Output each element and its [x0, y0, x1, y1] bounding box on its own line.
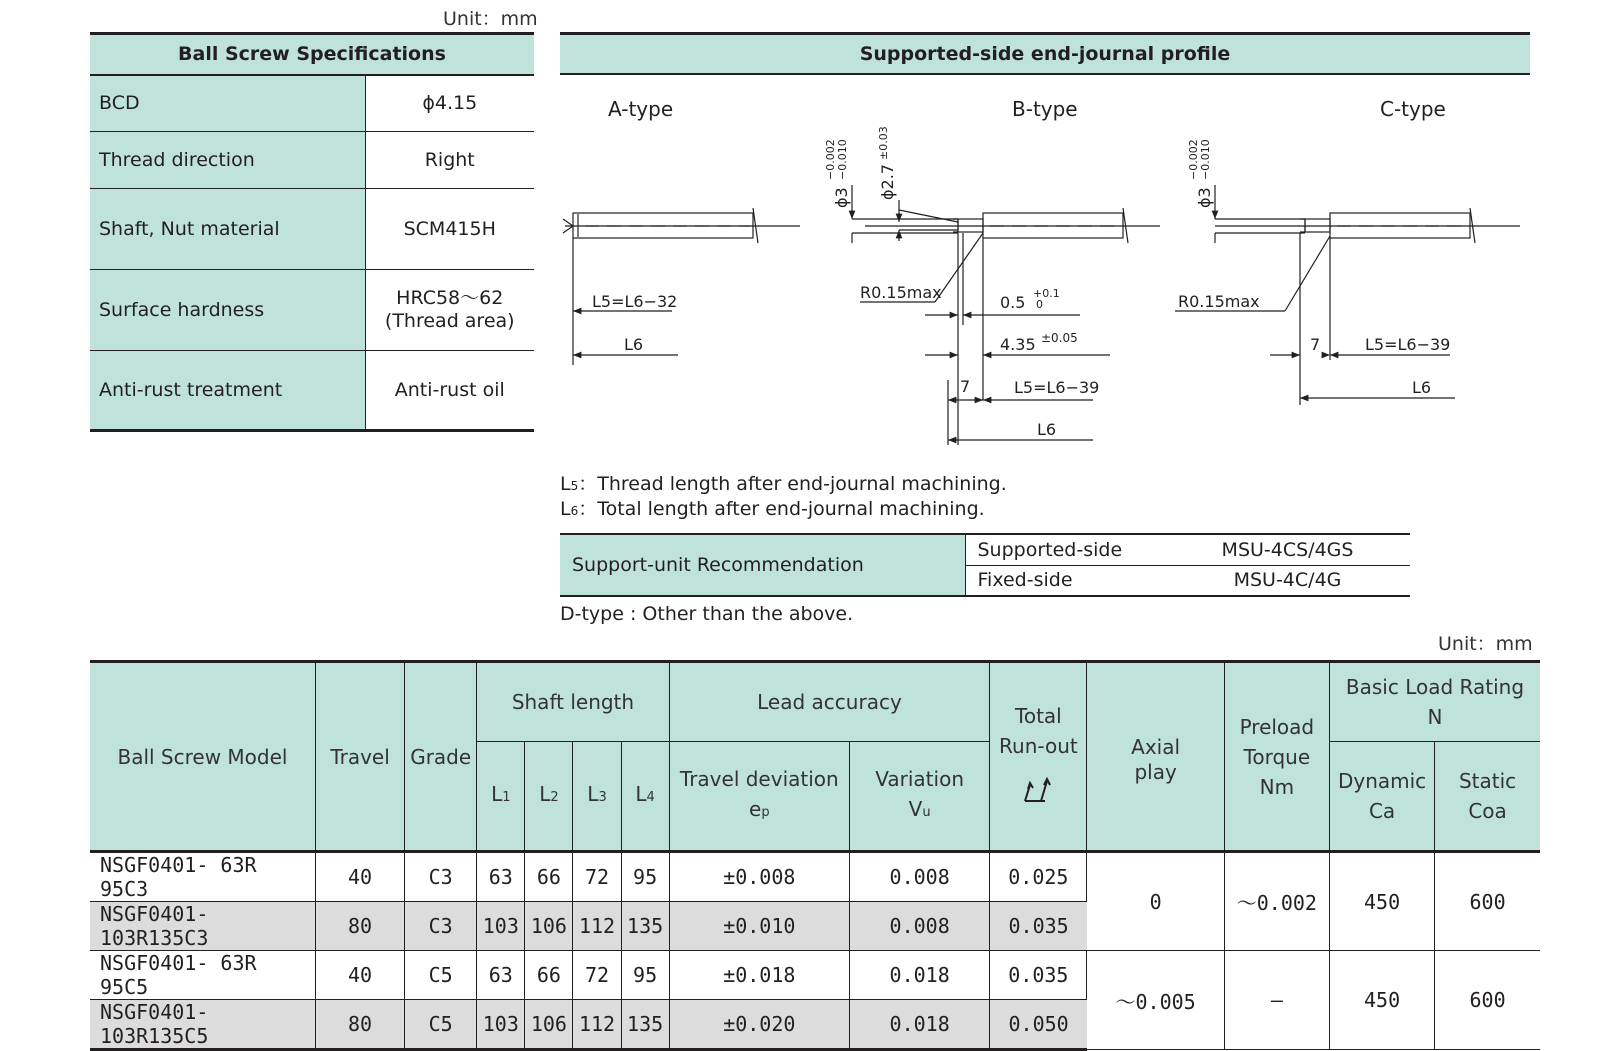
cell-grade: C3	[405, 902, 477, 951]
header-static-line1: Static	[1458, 769, 1517, 793]
note-l5	[560, 469, 1007, 496]
spec-value-material: SCM415H	[365, 189, 534, 270]
profile-section-title: Supported-side end-journal profile	[560, 32, 1530, 75]
c-dia1: ϕ3	[1195, 187, 1214, 208]
note-l6-text: ：Total length after end-journal machining.	[578, 498, 985, 520]
table-row	[90, 951, 1540, 1000]
cell-dynamic: 450	[1329, 951, 1434, 1050]
header-l3	[573, 742, 621, 852]
spec-key-hardness: Surface hardness	[90, 270, 365, 351]
b-dim-435-tol: ±0.05	[1041, 331, 1078, 345]
unit-label-mid: Unit：mm	[1438, 633, 1533, 655]
support-unit-supported: MSU-4CS/4GS	[1165, 534, 1410, 565]
header-preload-torque	[1224, 662, 1329, 852]
cell-grade: C3	[405, 852, 477, 902]
b-type-drawing	[852, 185, 1160, 445]
b-dia1: ϕ3	[832, 187, 851, 208]
b-dim-7: 7	[960, 377, 971, 396]
cell-l2: 106	[525, 1000, 573, 1050]
cell-static: 600	[1435, 852, 1540, 951]
spec-key-anti-rust: Anti-rust treatment	[90, 351, 365, 431]
header-l4-sub: 4	[646, 790, 655, 805]
cell-travel: 80	[315, 902, 404, 951]
cell-grade: C5	[405, 1000, 477, 1050]
cell-model: NSGF0401- 63R 95C5	[90, 951, 315, 1000]
cell-l1: 103	[477, 1000, 525, 1050]
c-dia1-tol-lower: −0.010	[1199, 139, 1212, 180]
cell-l2: 66	[525, 951, 573, 1000]
spec-key-material: Shaft, Nut material	[90, 189, 365, 270]
spec-table-title: Ball Screw Specifications	[90, 34, 534, 75]
cell-runout: 0.035	[990, 902, 1087, 951]
cell-ep: ±0.020	[669, 1000, 849, 1050]
support-unit-label: Support-unit Recommendation	[560, 534, 965, 596]
header-ep-sub: p	[761, 805, 770, 820]
cell-ep: ±0.018	[669, 951, 849, 1000]
support-unit-table	[560, 533, 1410, 597]
cell-grade: C5	[405, 951, 477, 1000]
cell-model: NSGF0401-103R135C5	[90, 1000, 315, 1050]
header-travel-deviation	[669, 742, 849, 852]
a-dim-l6: L6	[624, 335, 644, 354]
cell-l3: 72	[573, 951, 621, 1000]
header-l4	[621, 742, 669, 852]
unit-label-top: Unit：mm	[443, 8, 538, 30]
header-axial-play	[1087, 662, 1224, 852]
note-l6	[560, 494, 985, 521]
cell-runout: 0.035	[990, 951, 1087, 1000]
header-axial-line1: Axial	[1131, 734, 1181, 759]
cell-travel: 40	[315, 951, 404, 1000]
cell-ep: ±0.008	[669, 852, 849, 902]
b-dia1-tol-upper: −0.002	[824, 139, 837, 180]
cell-preload: —	[1224, 951, 1329, 1050]
header-lead-accuracy: Lead accuracy	[669, 662, 990, 742]
cell-l1: 63	[477, 951, 525, 1000]
spec-value-hardness-line1: HRC58～62	[396, 287, 504, 309]
runout-icon	[990, 775, 1086, 813]
header-l1-sym: L	[491, 782, 503, 806]
b-radius: R0.15max	[860, 283, 942, 302]
cell-travel: 40	[315, 852, 404, 902]
cell-l1: 63	[477, 852, 525, 902]
header-ep-sym: e	[749, 797, 762, 821]
cell-vu: 0.018	[850, 1000, 990, 1050]
b-dim-l5: L5=L6−39	[1014, 378, 1100, 397]
cell-axial-play: 0	[1087, 852, 1224, 951]
header-grade: Grade	[405, 662, 477, 852]
cell-runout: 0.025	[990, 852, 1087, 902]
note-l6-subscript: 6	[570, 504, 579, 518]
header-l3-sym: L	[587, 782, 599, 806]
header-axial-line2: play	[1134, 759, 1177, 784]
b-dim-435: 4.35	[1000, 335, 1036, 354]
cell-model: NSGF0401-103R135C3	[90, 902, 315, 951]
header-preload-line1: Preload	[1239, 714, 1315, 739]
header-preload-line3: Nm	[1259, 774, 1295, 799]
a-dim-l5: L5=L6−32	[592, 292, 678, 311]
cell-vu: 0.008	[850, 852, 990, 902]
note-l5-subscript: 5	[570, 479, 579, 493]
b-dim-05-tol-lower: 0	[1036, 298, 1043, 311]
spec-value-thread-direction: Right	[365, 132, 534, 189]
header-runout-line2: Run-out	[999, 733, 1078, 758]
header-static-line2: Coa	[1468, 799, 1507, 823]
support-unit-fixed: MSU-4C/4G	[1233, 569, 1342, 592]
b-type-label: B-type	[1012, 97, 1078, 121]
header-model: Ball Screw Model	[90, 662, 315, 852]
cell-vu: 0.008	[850, 902, 990, 951]
cell-vu: 0.018	[850, 951, 990, 1000]
header-travel-dev-line1: Travel deviation	[679, 767, 839, 791]
b-dia1-tol-lower: −0.010	[836, 139, 849, 180]
header-basic-load-line2: N	[1427, 705, 1443, 729]
cell-l4: 95	[621, 951, 669, 1000]
header-l2-sym: L	[539, 782, 551, 806]
cell-runout: 0.050	[990, 1000, 1087, 1050]
note-l6-symbol: L	[560, 498, 571, 520]
c-dia1-tol-upper: −0.002	[1187, 139, 1200, 180]
c-type-label: C-type	[1380, 97, 1446, 121]
c-radius: R0.15max	[1178, 292, 1260, 311]
cell-l4: 135	[621, 1000, 669, 1050]
c-dim-l6: L6	[1412, 378, 1432, 397]
header-runout-line1: Total	[1015, 703, 1062, 728]
header-static	[1435, 742, 1540, 852]
cell-l3: 72	[573, 852, 621, 902]
spec-value-bcd: ϕ4.15	[365, 75, 534, 132]
cell-l4: 95	[621, 852, 669, 902]
header-dynamic-line1: Dynamic	[1337, 769, 1427, 793]
spec-value-anti-rust: Anti-rust oil	[365, 351, 534, 431]
end-journal-drawings	[0, 0, 1600, 470]
cell-dynamic: 450	[1329, 852, 1434, 951]
header-dynamic	[1329, 742, 1434, 852]
header-variation-line1: Variation	[875, 767, 964, 791]
header-preload-line2: Torque	[1243, 744, 1311, 769]
header-l3-sub: 3	[598, 790, 607, 805]
cell-l2: 106	[525, 902, 573, 951]
support-side-fixed: Fixed-side	[977, 569, 1073, 592]
cell-axial-play: ～0.005	[1087, 951, 1224, 1050]
spec-value-hardness-line2: (Thread area)	[384, 310, 515, 332]
header-vu-sub: u	[922, 805, 931, 820]
cell-l3: 112	[573, 1000, 621, 1050]
header-basic-load-rating	[1329, 662, 1540, 742]
cell-l3: 112	[573, 902, 621, 951]
header-l2-sub: 2	[550, 790, 559, 805]
cell-static: 600	[1435, 951, 1540, 1050]
cell-l2: 66	[525, 852, 573, 902]
spec-key-thread-direction: Thread direction	[90, 132, 365, 189]
header-l1	[477, 742, 525, 852]
header-travel: Travel	[315, 662, 404, 852]
cell-ep: ±0.010	[669, 902, 849, 951]
header-travel-dev-line2	[670, 794, 849, 828]
header-variation-line2	[850, 794, 989, 828]
cell-model: NSGF0401- 63R 95C3	[90, 852, 315, 902]
dtype-note: D-type : Other than the above.	[560, 603, 854, 625]
note-l5-text: ：Thread length after end-journal machining.	[578, 473, 1007, 495]
header-l4-sym: L	[635, 782, 647, 806]
table-row	[90, 852, 1540, 902]
header-variation	[850, 742, 990, 852]
note-l5-symbol: L	[560, 473, 571, 495]
b-dim-l6: L6	[1037, 420, 1057, 439]
a-type-label: A-type	[608, 97, 674, 121]
b-dim-05-tol-upper: +0.1	[1033, 287, 1060, 300]
spec-key-bcd: BCD	[90, 75, 365, 132]
cell-preload: ～0.002	[1224, 852, 1329, 951]
b-dia2: ϕ2.7	[878, 164, 897, 200]
a-type-drawing	[563, 208, 800, 365]
header-basic-load-line1: Basic Load Rating	[1345, 675, 1525, 699]
cell-l4: 135	[621, 902, 669, 951]
header-l1-sub: 1	[502, 790, 511, 805]
header-shaft-length: Shaft length	[477, 662, 669, 742]
header-vu-sym: V	[908, 797, 923, 821]
ball-screw-model-table	[90, 660, 1540, 1051]
header-dynamic-line2: Ca	[1368, 799, 1396, 823]
c-dim-l5: L5=L6−39	[1365, 335, 1451, 354]
b-dim-05: 0.5	[1000, 293, 1026, 312]
support-side-supported: Supported-side	[965, 534, 1165, 565]
cell-travel: 80	[315, 1000, 404, 1050]
b-dia2-tol: ±0.03	[877, 126, 890, 160]
header-total-runout	[990, 662, 1087, 852]
c-dim-7: 7	[1310, 335, 1321, 354]
cell-l1: 103	[477, 902, 525, 951]
header-l2	[525, 742, 573, 852]
